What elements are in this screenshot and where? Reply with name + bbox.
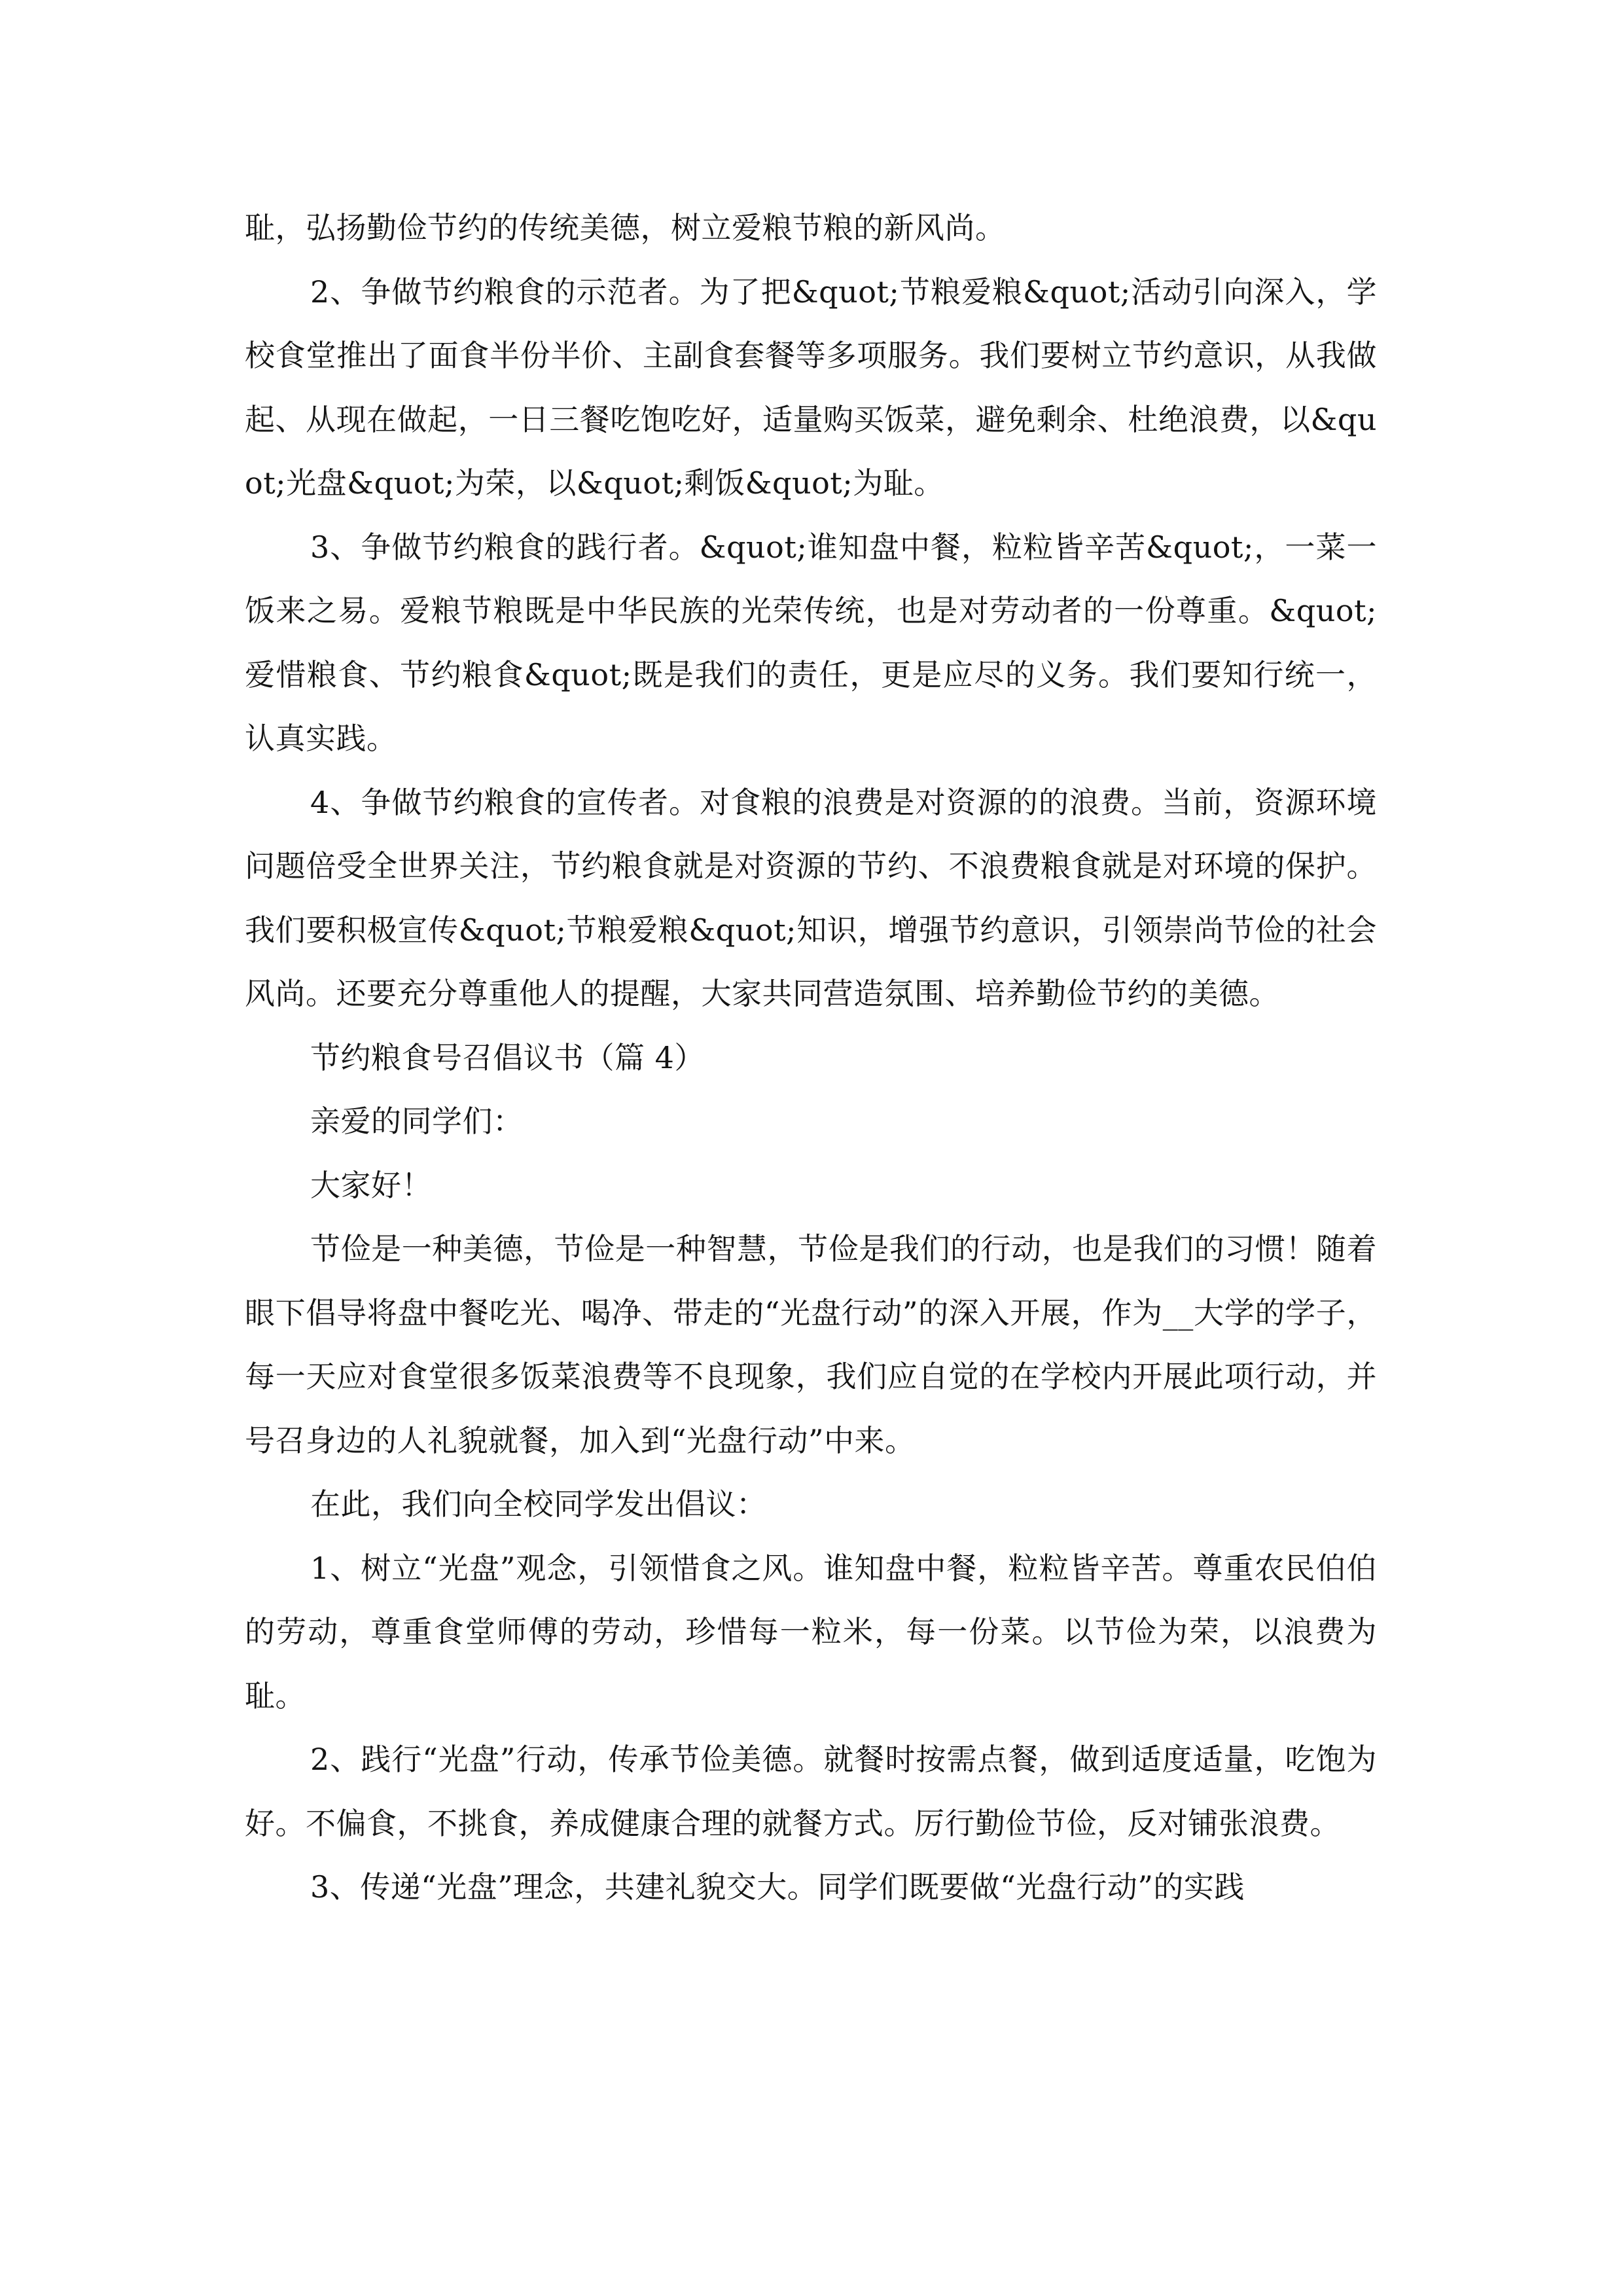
paragraph-continued: 耻，弘扬勤俭节约的传统美德，树立爱粮节粮的新风尚。	[245, 210, 1006, 245]
document-body	[245, 196, 1377, 1920]
proposal-item-3: 3、传递“光盘”理念，共建礼貌交大。同学们既要做“光盘行动”的实践	[310, 1869, 1245, 1905]
salutation: 亲爱的同学们：	[310, 1103, 524, 1139]
paragraph-intro: 节俭是一种美德，节俭是一种智慧，节俭是我们的行动，也是我们的习惯！随着眼下倡导将盘中餐吃光、喝净、带走的“光盘行动”的深入开展，作为__大学的学子，每一天应对食堂很多饭菜浪费等不良现象，我们应自觉的在学校内开展此项行动，并号召身边的人礼貌就餐，加入到“光盘行动”中来。	[245, 1231, 1377, 1458]
proposal-item-2: 2、践行“光盘”行动，传承节俭美德。就餐时按需点餐，做到适度适量，吃饱为好。不偏食，不挑食，养成健康合理的就餐方式。厉行勤俭节俭，反对铺张浪费。	[245, 1742, 1377, 1841]
greeting: 大家好！	[310, 1167, 432, 1203]
paragraph-call: 在此，我们向全校同学发出倡议：	[310, 1486, 767, 1522]
paragraph-item-3: 3、争做节约粮食的践行者。&quot;谁知盘中餐，粒粒皆辛苦&quot;，一菜一饭来之易。爱粮节粮既是中华民族的光荣传统，也是对劳动者的一份尊重。&quot;爱惜粮食、节约粮食&quot;既是我们的责任，更是应尽的义务。我们要知行统一，认真实践。	[245, 529, 1377, 756]
proposal-item-1: 1、树立“光盘”观念，引领惜食之风。谁知盘中餐，粒粒皆辛苦。尊重农民伯伯的劳动，尊重食堂师傅的劳动，珍惜每一粒米，每一份菜。以节俭为荣，以浪费为耻。	[245, 1550, 1377, 1713]
paragraph-item-4: 4、争做节约粮食的宣传者。对食粮的浪费是对资源的的浪费。当前，资源环境问题倍受全世界关注，节约粮食就是对资源的节约、不浪费粮食就是对环境的保护。我们要积极宣传&quot;节粮爱粮&quot;知识，增强节约意识，引领崇尚节俭的社会风尚。还要充分尊重他人的提醒，大家共同营造氛围、培养勤俭节约的美德。	[245, 784, 1377, 1011]
paragraph-item-2: 2、争做节约粮食的示范者。为了把&quot;节粮爱粮&quot;活动引向深入，学校食堂推出了面食半份半价、主副食套餐等多项服务。我们要树立节约意识，从我做起、从现在做起，一日三餐吃饱吃好，适量购买饭菜，避免剩余、杜绝浪费，以&quot;光盘&quot;为荣，以&quot;剩饭&quot;为耻。	[245, 274, 1377, 501]
section-title: 节约粮食号召倡议书（篇 4）	[310, 1039, 705, 1075]
